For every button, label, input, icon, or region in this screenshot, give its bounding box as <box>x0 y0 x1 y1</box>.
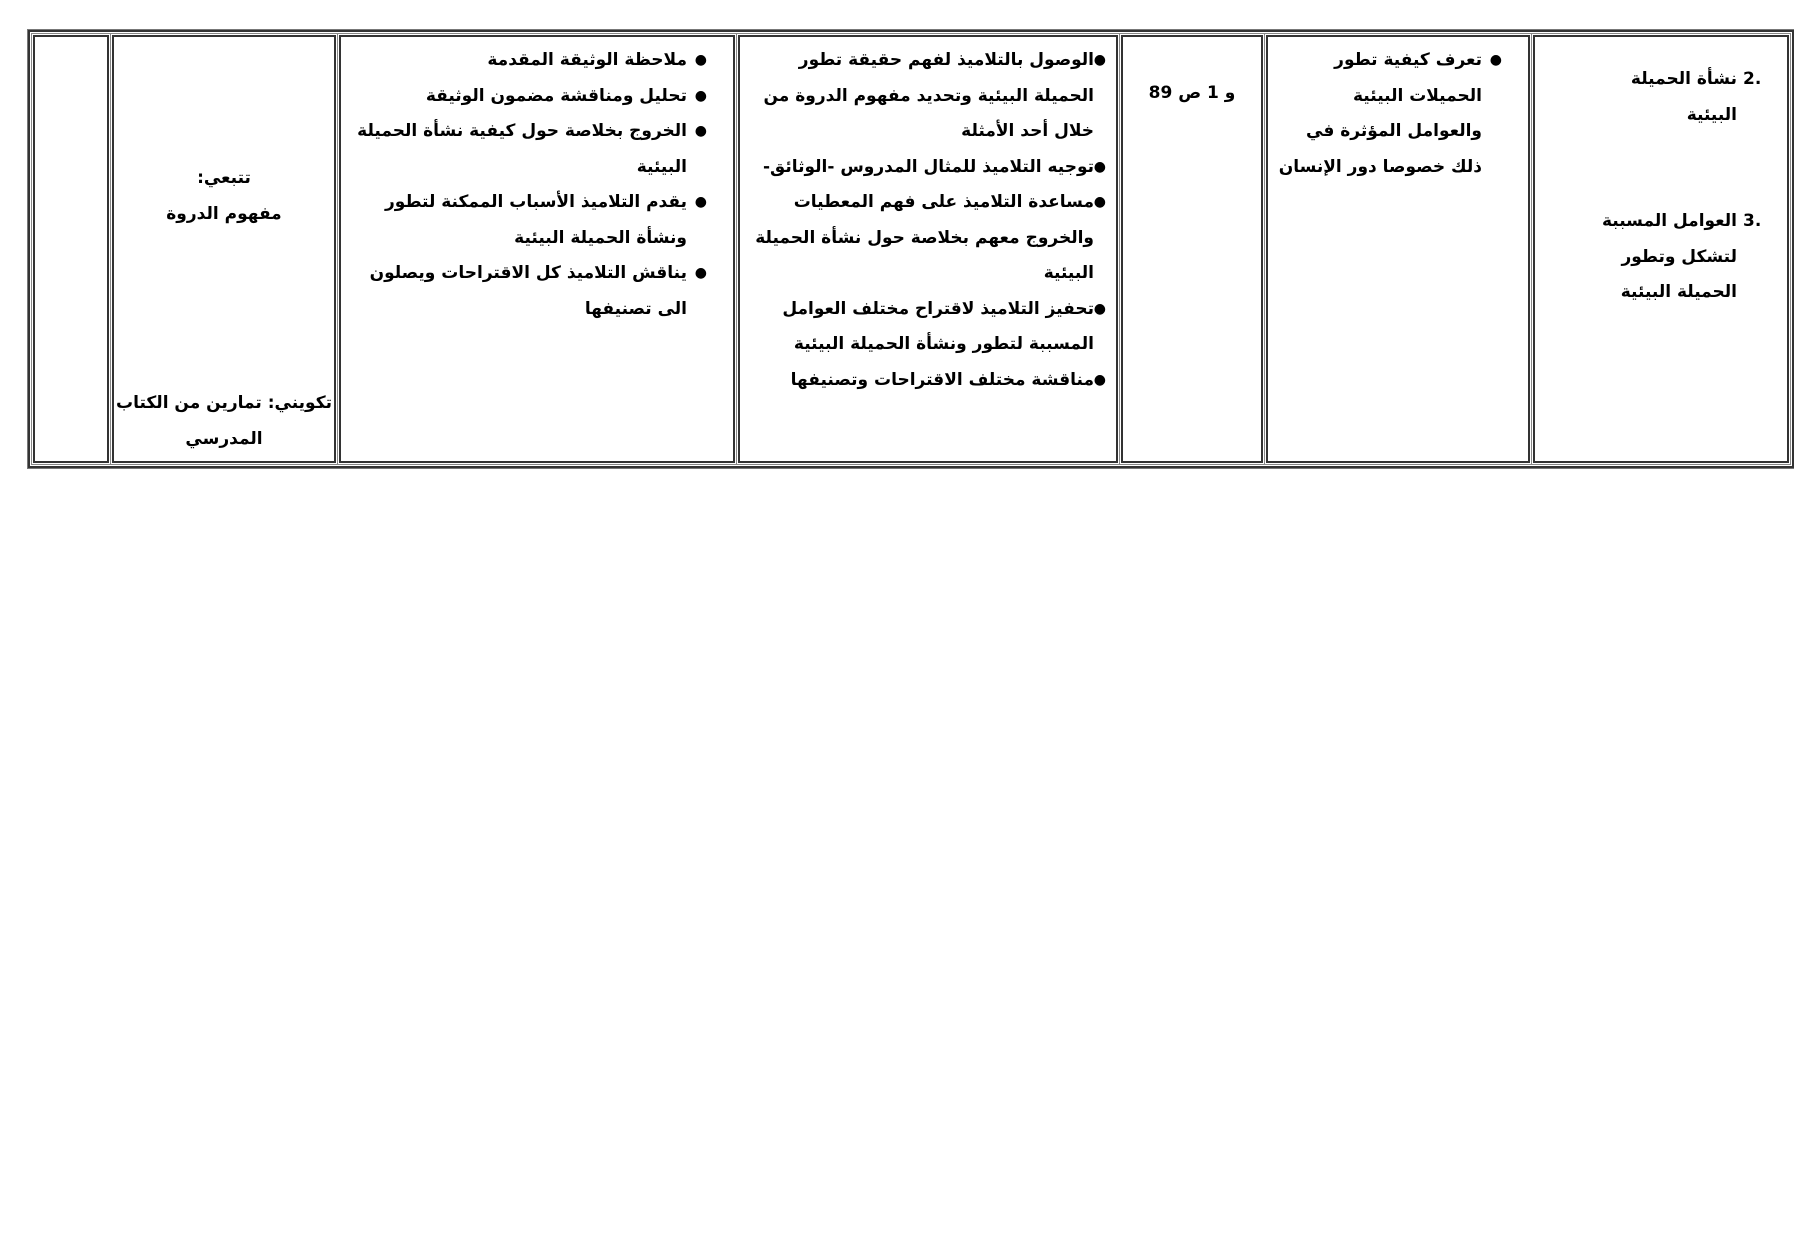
teacher-activity-text: توجيه التلاميذ للمثال المدروس -الوثائق- <box>762 156 1094 177</box>
objective-list <box>1278 43 1518 185</box>
topic-number: 2. <box>1743 69 1762 89</box>
list-item <box>750 150 1106 186</box>
list-item <box>750 43 1106 150</box>
list-item <box>750 185 1106 292</box>
tracking-value: مفهوم الدروة <box>166 203 282 224</box>
teacher-activity-text: الوصول بالتلاميذ لفهم حقيقة تطور الحميلة البيئية وتحديد مفهوم الدروة من خلال أحد الأمثلة <box>763 50 1094 141</box>
objective-text: تعرف كيفية تطور الحميلات البيئية والعوامل المؤثرة في ذلك خصوصا دور الإنسان <box>1278 50 1482 177</box>
tracking-label: تتبعي: <box>197 168 251 188</box>
student-activity-text: ملاحظة الوثيقة المقدمة <box>487 50 687 70</box>
student-activities-cell <box>339 35 735 463</box>
topic-number: 3. <box>1743 211 1762 231</box>
empty-cell <box>33 35 109 463</box>
bullet-icon: ● <box>694 265 707 281</box>
teacher-activities-list <box>750 43 1106 398</box>
bullet-icon: ● <box>694 52 707 68</box>
student-activity-text: يناقش التلاميذ كل الاقتراحات ويصلون الى تصنيفها <box>369 263 687 319</box>
teacher-activity-text: مناقشة مختلف الاقتراحات وتصنيفها <box>790 369 1094 390</box>
bullet-icon: ● <box>694 123 707 139</box>
bullet-icon: ● <box>694 87 707 104</box>
teacher-activity-text: مساعدة التلاميذ على فهم المعطيات والخروج معهم بخلاصة حول نشأة الحميلة البيئية <box>755 192 1094 283</box>
table-row <box>33 35 1789 463</box>
student-activity-text: الخروج بخلاصة حول كيفية نشأة الحميلة البيئية <box>357 121 687 177</box>
list-item <box>750 292 1106 363</box>
list-item <box>351 43 707 79</box>
student-activities-list <box>351 43 723 327</box>
topic-text: العوامل المسببة لتشكل وتطور الحميلة البيئية <box>1601 211 1737 302</box>
list-item <box>1545 62 1762 133</box>
list-item <box>750 363 1106 399</box>
student-activity-text: تحليل ومناقشة مضمون الوثيقة <box>425 85 687 106</box>
list-item <box>351 114 707 185</box>
reference-text: و 1 ص 89 <box>1148 83 1236 103</box>
bullet-icon: ● <box>1093 371 1106 388</box>
bullet-icon: ● <box>1489 52 1502 68</box>
objective-cell <box>1266 35 1530 463</box>
bullet-icon: ● <box>1093 300 1106 317</box>
lesson-table <box>28 30 1794 468</box>
topics-cell <box>1533 35 1789 463</box>
student-activity-text: يقدم التلاميذ الأسباب الممكنة لتطور ونشأة الحميلة البيئية <box>385 192 687 248</box>
teacher-activities-cell <box>738 35 1118 463</box>
topics-list <box>1545 62 1777 311</box>
list-item <box>351 79 707 115</box>
topic-text: نشأة الحميلة البيئية <box>1630 69 1737 125</box>
list-item <box>1545 204 1762 311</box>
list-item <box>1278 43 1502 185</box>
bullet-icon: ● <box>694 194 707 210</box>
list-item <box>351 256 707 327</box>
reference-cell <box>1121 35 1263 463</box>
bullet-icon: ● <box>1093 52 1106 68</box>
teacher-activity-text: تحفيز التلاميذ لاقتراح مختلف العوامل المسببة لتطور ونشأة الحميلة البيئية <box>782 298 1094 354</box>
tracking-evaluation <box>124 161 324 232</box>
formative-evaluation: تكويني: تمارين من الكتاب المدرسي <box>116 393 332 449</box>
list-item <box>351 185 707 256</box>
bullet-icon: ● <box>1093 158 1106 175</box>
evaluation-cell <box>112 35 336 463</box>
bullet-icon: ● <box>1093 194 1106 210</box>
